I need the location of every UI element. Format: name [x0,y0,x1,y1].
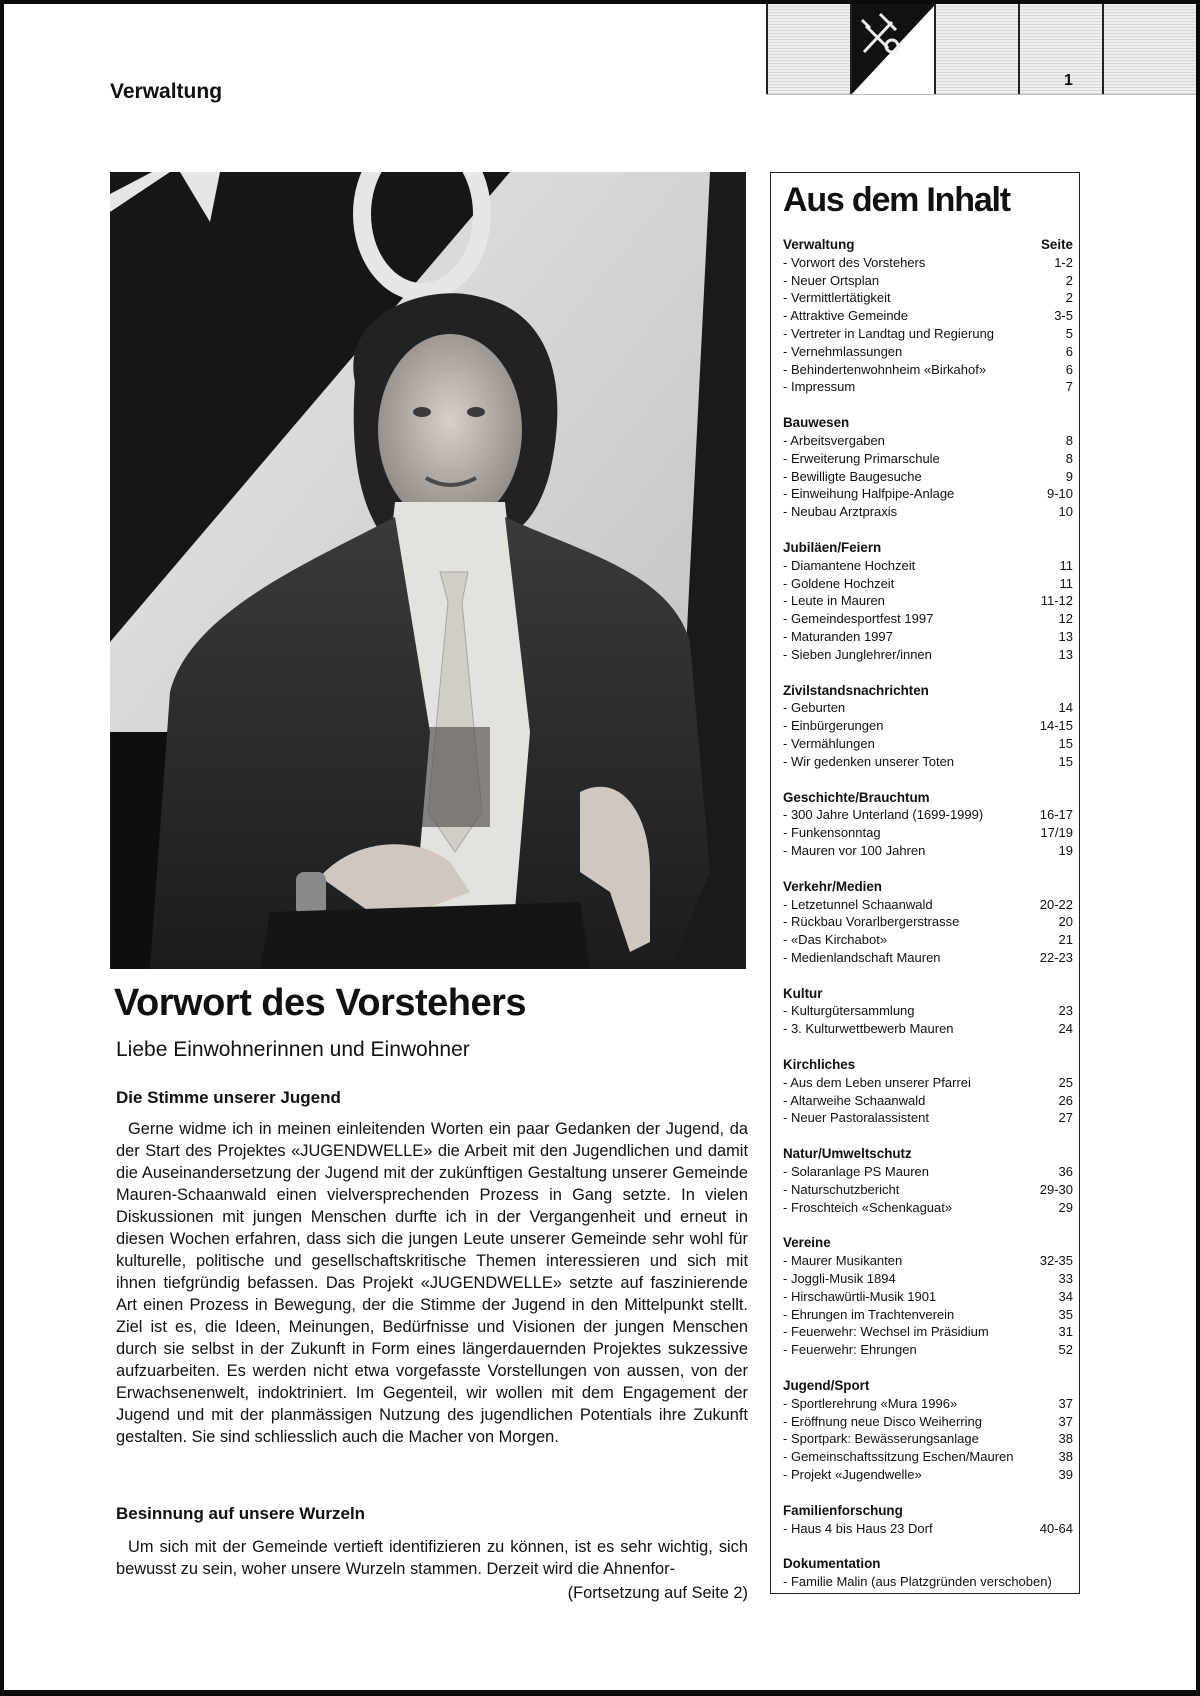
toc-entry [783,1002,1073,1020]
toc-entry-label: - Projekt «Jugendwelle» [783,1466,922,1484]
toc-entry-label: - Sportpark: Bewässerungsanlage [783,1430,979,1448]
toc-entry-page: 11-12 [1040,593,1073,609]
toc-entry-label: - 3. Kulturwettbewerb Mauren [783,1020,954,1038]
toc-entry [783,575,1073,593]
toc-entry-page: 20-22 [1039,896,1073,912]
toc-group-title: Natur/Umweltschutz [783,1146,912,1162]
toc-entry-page: 29-30 [1039,1181,1073,1197]
toc-entry-label: - Gemeinschaftssitzung Eschen/Mauren [783,1448,1014,1466]
toc-group [783,1502,1073,1538]
toc-entry-label: - 300 Jahre Unterland (1699-1999) [783,806,983,824]
toc-entry-label: - Erweiterung Primarschule [783,450,940,468]
toc-entry-page: 37 [1058,1413,1073,1429]
toc-entry-label: - Bewilligte Baugesuche [783,468,922,486]
toc-entry [783,254,1073,272]
toc-entry [783,949,1073,967]
toc-group-heading [783,878,1073,896]
toc-entry-page: 38 [1058,1449,1073,1465]
toc-entry-page: 21 [1058,932,1073,948]
toc-entry [783,717,1073,735]
toc-entry-label: - Mauren vor 100 Jahren [783,842,925,860]
toc-entry [783,806,1073,824]
toc-entry-page: 10 [1058,504,1073,520]
toc-entry-label: - Goldene Hochzeit [783,575,894,593]
toc-entry-label: - Naturschutzbericht [783,1181,899,1199]
toc-title: Aus dem Inhalt [783,181,1010,219]
toc-entry [783,628,1073,646]
toc-entry-page: 29 [1058,1199,1073,1215]
toc-entry-label: - Maurer Musikanten [783,1252,902,1270]
toc-entry [783,289,1073,307]
toc-entry-page: 40-64 [1039,1520,1073,1536]
toc-entry-label: - Vorwort des Vorstehers [783,254,925,272]
toc-entry-label: - Neubau Arztpraxis [783,503,897,521]
toc-group-title: Kirchliches [783,1057,856,1073]
toc-group [783,236,1073,396]
toc-entry [783,361,1073,379]
toc-entry-label: - Diamantene Hochzeit [783,557,915,575]
toc-entry-page: 27 [1058,1110,1073,1126]
toc-entry-page: 20 [1058,914,1073,930]
toc-entry-label: - Vertreter in Landtag und Regierung [783,325,994,343]
toc-entry-label: - Feuerwehr: Wechsel im Präsidium [783,1323,989,1341]
register-tab [1102,4,1196,94]
toc-entry [783,1163,1073,1181]
toc-entry-page: 22-23 [1039,949,1073,965]
toc-entry-page: 2 [1065,272,1073,288]
toc-entry [783,1092,1073,1110]
toc-group-title: Verwaltung [783,237,855,252]
toc-entry-page: 25 [1058,1074,1073,1090]
coat-of-arms-icon [852,4,936,94]
toc-group [783,985,1073,1038]
toc-entry-label: - Funkensonntag [783,824,881,842]
section-heading: Besinnung auf unsere Wurzeln [116,1504,366,1523]
toc-entry [783,753,1073,771]
toc-entry [783,557,1073,575]
toc-entry [783,1199,1073,1217]
toc-entry [783,1323,1073,1341]
toc-group-heading [783,1377,1073,1395]
toc-entry-page: 3-5 [1054,308,1073,324]
toc-group [783,414,1073,521]
toc-entry [783,1430,1073,1448]
toc-entry-page [1067,1573,1073,1591]
toc-entry [783,1466,1073,1484]
toc-entry [783,1520,1073,1538]
toc-group-title: Verkehr/Medien [783,878,882,894]
toc-group-heading [783,236,1073,254]
article-paragraph: Um sich mit der Gemeinde vertieft identifizieren zu können, ist es sehr wichtig, sich bewusst zu sein, woher unsere Wurzeln stammen. Derzeit wird die Ahnenfor- [116,1538,748,1578]
toc-entry-label: - Geburten [783,699,845,717]
toc-group-title: Jugend/Sport [783,1378,870,1394]
toc-entry [783,503,1073,521]
toc-group [783,1555,1073,1591]
toc-entry-page: 31 [1058,1324,1073,1340]
toc-entry-label: - Neuer Pastoralassistent [783,1109,929,1127]
toc-group-heading [783,539,1073,557]
toc-entry [783,378,1073,396]
toc-entry [783,272,1073,290]
toc-entry-label: - Maturanden 1997 [783,628,893,646]
toc-entry [783,450,1073,468]
toc-entry-page: 16-17 [1039,807,1073,823]
toc-entry [783,592,1073,610]
toc-entry-page: 39 [1058,1467,1073,1483]
toc-entry [783,1573,1073,1591]
register-tab [766,4,852,94]
toc-entry-page: 7 [1065,379,1073,395]
toc-entry [783,1109,1073,1127]
toc-entry-page: 33 [1058,1271,1073,1287]
toc-entry-label: - Joggli-Musik 1894 [783,1270,896,1288]
toc-group [783,1145,1073,1216]
article-paragraph: Gerne widme ich in meinen einleitenden Worten ein paar Gedanken der Jugend, da der Start des Projektes «JUGENDWELLE» die Arbeit mit den Jugendlichen und damit die Auseinandersetzung der Jugend mit der zukünftigen Gestaltung unserer Gemeinde Mauren-Schaanwald einen vielversprechenden Prozess in Gang setzte. In vielen Diskussionen mit jungen Menschen durfte ich in der Vergangenheit und erneut in diesen Wochen erfahren, dass sich die jungen Leute unserer Gemeinde sehr wohl für kulturelle, politische und gesellschaftskritische Themen interessieren und sich mit ihnen tiefgründig befassen. Das Projekt «JUGENDWELLE» setzte auf faszinierende Art einen Prozess in Bewegung, der die Stimme der Jugend in den Mittelpunkt stellt. Ziel ist es, die Ideen, Meinungen, Bedürfnisse und Visionen der jungen Menschen durch sie selbst in der Zukunft in Form eines längerdauernden Projektes sukzessive aufzuarbeiten. Es werden nicht etwa vorgefasste Vorstellungen von aussen, von der Erwachsenenwelt, indoktriniert. Im Gegenteil, wir wollen mit dem Engagement der Jugend und mit der planmässigen Nutzung des jugendlichen Potentials ihre Zukunft gestalten. Sie sind schliesslich auch die Macher von Morgen. [116,1120,748,1446]
toc-group-title: Bauwesen [783,415,850,431]
register-tab-active [850,4,936,94]
toc-entry-label: - Attraktive Gemeinde [783,307,908,325]
toc-entry-label: - Behindertenwohnheim «Birkahof» [783,361,986,379]
toc-group-title: Vereine [783,1235,831,1251]
toc-entry-label: - Haus 4 bis Haus 23 Dorf [783,1520,933,1538]
toc-entry [783,325,1073,343]
toc-group-heading [783,789,1073,807]
toc-entry-page: 2 [1065,290,1073,306]
toc-group [783,682,1073,771]
toc-group [783,789,1073,860]
article-title: Vorwort des Vorstehers [114,982,527,1024]
toc-entry-label: - Einweihung Halfpipe-Anlage [783,485,954,503]
table-of-contents [770,172,1080,1594]
toc-entry-label: - «Das Kirchabot» [783,931,887,949]
toc-entry-label: - Froschteich «Schenkaguat» [783,1199,952,1217]
toc-entry-page: 14 [1058,700,1073,716]
toc-entry [783,896,1073,914]
toc-entry-label: - Vermittlertätigkeit [783,289,891,307]
toc-entry-page: 34 [1058,1288,1073,1304]
toc-entry [783,1341,1073,1359]
toc-group-title: Familienforschung [783,1502,903,1518]
toc-entry-label: - Hirschawürtli-Musik 1901 [783,1288,936,1306]
toc-group-heading [783,414,1073,432]
toc-entry-label: - Aus dem Leben unserer Pfarrei [783,1074,971,1092]
toc-entry-label: - Medienlandschaft Mauren [783,949,941,967]
toc-entry-label: - Eröffnung neue Disco Weiherring [783,1413,982,1431]
toc-entry-label: - Sportlerehrung «Mura 1996» [783,1395,957,1413]
toc-entry-page: 9 [1065,468,1073,484]
toc-entry-label: - Impressum [783,378,855,396]
toc-entry [783,1448,1073,1466]
toc-entry [783,432,1073,450]
toc-entry [783,1306,1073,1324]
toc-group-title: Dokumentation [783,1556,881,1572]
toc-group-heading [783,1234,1073,1252]
toc-group-heading [783,985,1073,1003]
toc-entry-page: 17/19 [1040,825,1073,841]
toc-entry-page: 19 [1058,842,1073,858]
toc-group [783,539,1073,664]
toc-entry-page: 15 [1058,753,1073,769]
article-subtitle: Liebe Einwohnerinnen und Einwohner [116,1038,470,1061]
toc-entry-label: - Einbürgerungen [783,717,883,735]
toc-entry-label: - Leute in Mauren [783,592,885,610]
toc-entry-label: - Vermählungen [783,735,875,753]
toc-entry-label: - Sieben Junglehrer/innen [783,646,932,664]
toc-entry-page: 32-35 [1039,1253,1073,1269]
toc-entry [783,1395,1073,1413]
toc-entry-page: 14-15 [1039,718,1073,734]
toc-group-title: Kultur [783,985,823,1001]
toc-entry-page: 8 [1065,432,1073,448]
portrait-photo [110,172,746,969]
toc-entry-page: 37 [1058,1395,1073,1411]
toc-entry-page: 6 [1065,361,1073,377]
toc-entry-label: - Arbeitsvergaben [783,432,885,450]
toc-entry [783,646,1073,664]
section-label: Verwaltung [110,80,223,103]
toc-entry [783,931,1073,949]
toc-entry-page: 26 [1058,1092,1073,1108]
toc-entry-page: 24 [1058,1021,1073,1037]
toc-entry-label: - Letzetunnel Schaanwald [783,896,933,914]
toc-group [783,878,1073,967]
toc-entry-label: - Neuer Ortsplan [783,272,879,290]
toc-entry [783,913,1073,931]
toc-group-heading [783,1056,1073,1074]
toc-entry [783,307,1073,325]
toc-entry [783,824,1073,842]
toc-group-title: Jubiläen/Feiern [783,539,882,555]
toc-entry [783,842,1073,860]
toc-entry-page: 8 [1065,450,1073,466]
toc-entry [783,1074,1073,1092]
toc-entry [783,610,1073,628]
toc-entry-label: - Altarweihe Schaanwald [783,1092,925,1110]
toc-page-column-header: Seite [1040,237,1073,252]
toc-entry-page: 12 [1058,611,1073,627]
register-tab [934,4,1020,94]
toc-entry-page: 11 [1059,557,1073,573]
toc-entry [783,485,1073,503]
toc-entry-page: 5 [1065,325,1073,341]
toc-entry-label: - Wir gedenken unserer Toten [783,753,954,771]
toc-entry-page: 13 [1058,646,1073,662]
toc-entry-page: 6 [1065,343,1073,359]
toc-entry [783,343,1073,361]
toc-entry-page: 36 [1058,1164,1073,1180]
toc-group-heading [783,1502,1073,1520]
toc-entry [783,1020,1073,1038]
toc-entry-page: 1-2 [1054,254,1073,270]
toc-entry-label: - Rückbau Vorarlbergerstrasse [783,913,959,931]
toc-entry-page: 9-10 [1046,486,1073,502]
toc-group [783,1234,1073,1359]
toc-group-title: Geschichte/Brauchtum [783,789,930,805]
toc-entry-label: - Familie Malin (aus Platzgründen verschoben) [783,1573,1052,1591]
toc-entry-label: - Feuerwehr: Ehrungen [783,1341,917,1359]
page [4,4,1196,1690]
continuation-note: (Fortsetzung auf Seite 2) [567,1584,748,1602]
toc-entry [783,1413,1073,1431]
section-heading: Die Stimme unserer Jugend [116,1088,341,1107]
toc-entry-page: 35 [1058,1306,1073,1322]
toc-group [783,1377,1073,1484]
toc-entry-label: - Vernehmlassungen [783,343,902,361]
toc-entry [783,1181,1073,1199]
toc-group-heading [783,682,1073,700]
toc-entry [783,1270,1073,1288]
toc-entry-label: - Kulturgütersammlung [783,1002,915,1020]
toc-entry-label: - Ehrungen im Trachtenverein [783,1306,954,1324]
toc-group-heading [783,1555,1073,1573]
toc-list [783,236,1073,1609]
toc-group-title: Zivilstandsnachrichten [783,682,929,698]
register-tabs [766,4,1196,95]
toc-entry [783,1288,1073,1306]
toc-entry-page: 13 [1058,628,1073,644]
toc-entry-page: 15 [1058,735,1073,751]
toc-entry-page: 23 [1058,1003,1073,1019]
toc-entry-page: 52 [1058,1342,1073,1358]
toc-entry-page: 38 [1058,1431,1073,1447]
toc-group [783,1056,1073,1127]
toc-entry [783,735,1073,753]
toc-group-heading [783,1145,1073,1163]
toc-entry-label: - Gemeindesportfest 1997 [783,610,933,628]
toc-entry-page: 11 [1059,575,1073,591]
page-number: 1 [1064,72,1073,89]
register-tab [1018,4,1104,94]
toc-entry-label: - Solaranlage PS Mauren [783,1163,929,1181]
toc-entry [783,468,1073,486]
toc-entry [783,1252,1073,1270]
toc-entry [783,699,1073,717]
